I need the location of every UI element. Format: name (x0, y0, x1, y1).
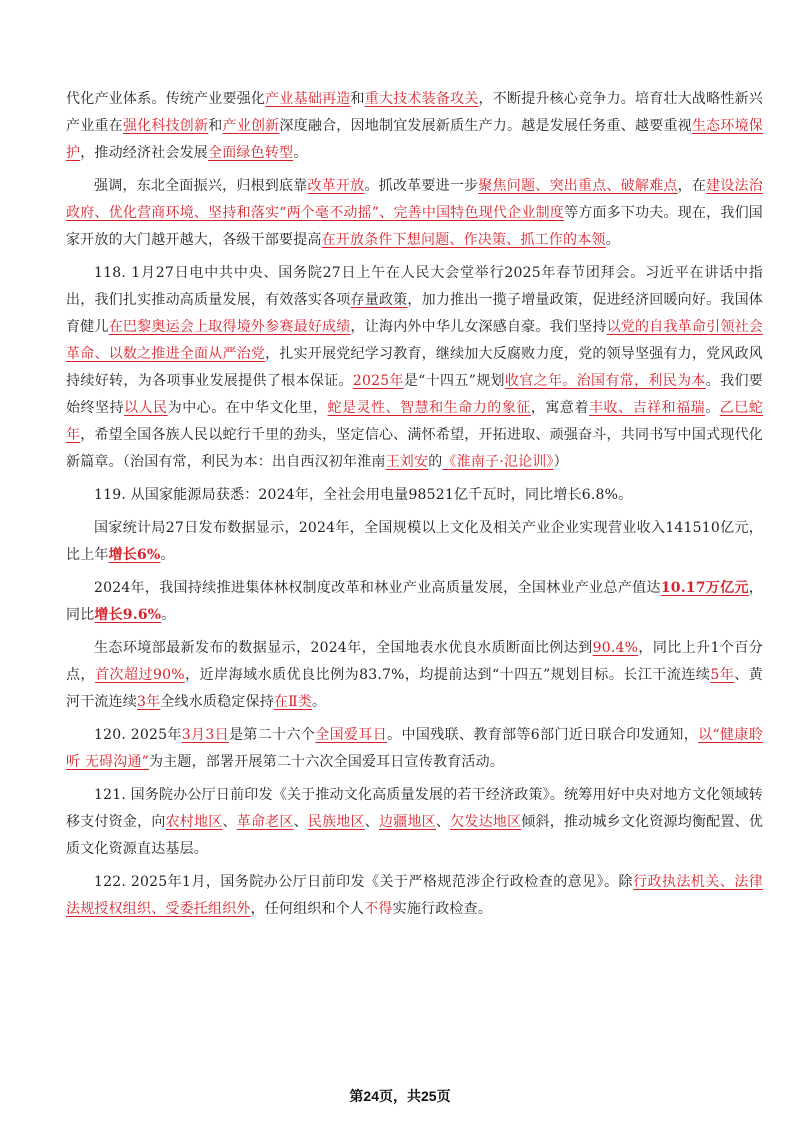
text-run: 118. 1月27日电中共中央、国务院27日上午在人民大会堂举行2025年春节团拜会。习近平在讲话中指出，我们扎实推动高质量发展，有效落实各项 (66, 265, 763, 308)
highlighted-text: 以党的自我革命引领社会革命、以数之 (66, 319, 764, 362)
text-run: ，近岸海域水质优良比例为83.7%，均提前达到“十四五”规划目标。长江干流连续 (184, 667, 711, 683)
highlighted-text: 收官之年。治国有常，利民为本 (504, 373, 706, 389)
highlighted-text: 产业基础再造 (265, 91, 351, 107)
text-run: 。 (293, 145, 308, 161)
highlighted-text: 农村地区 (165, 814, 223, 830)
page-number-footer: 第24页，共25页 (349, 1088, 451, 1104)
highlighted-text: 在开放条件下想问题、作决策、抓工作的本领 (321, 232, 606, 248)
text-run: 等方面多下功夫。现在，我们国家开放的大门越开越大，各级干部要提高 (66, 205, 763, 248)
text-run: ，同比上升1个百分点， (66, 640, 763, 683)
text-run: 。 (605, 232, 620, 248)
text-run: 是“十四五”规划 (403, 373, 505, 389)
paragraph (66, 575, 763, 629)
highlighted-text: 乙巳蛇年 (66, 400, 763, 443)
highlighted-text: 全国爱耳日 (315, 727, 388, 743)
paragraph (66, 869, 763, 923)
paragraph (66, 635, 763, 716)
text-run: 、 (222, 814, 237, 830)
text-run: 为中心。在中华文化里， (167, 400, 328, 416)
highlighted-text: 王刘安 (385, 454, 429, 470)
highlighted-text: 《淮南子·氾论训》 (442, 454, 554, 470)
highlighted-text: 推进全面从严治党 (151, 346, 266, 362)
highlighted-text: 2025年 (352, 373, 404, 389)
highlighted-text: 在Ⅱ类 (273, 694, 313, 710)
highlighted-text: 存量政策 (350, 292, 408, 308)
highlighted-text: 革命老区 (236, 814, 294, 830)
text-run: 倾斜，推动城乡文化资源均衡配置、优质文化资源直达基层。 (66, 814, 764, 857)
highlighted-text: 产业创新 (222, 118, 280, 134)
highlighted-text: 丰收、吉祥和福瑞 (588, 400, 706, 416)
text-run: 。我们要始终坚持 (66, 373, 763, 416)
text-run: ，在 (677, 178, 707, 194)
highlighted-text: 5年 (710, 667, 735, 683)
highlighted-text: 在巴黎奥运会上取得境外参赛最好成绩 (108, 319, 351, 335)
text-run: 全线水质稳定保持 (160, 694, 274, 710)
text-run: ，推动经济社会发展 (80, 145, 209, 161)
highlighted-text: 全面绿色转型 (208, 145, 294, 161)
highlighted-text: 首次超过90% (95, 667, 185, 683)
text-run: 、 (435, 814, 451, 830)
text-run: 。 (161, 607, 176, 623)
highlighted-text: 10.17万亿元 (660, 580, 749, 596)
text-run: 119. 从国家能源局获悉：2024年，全社会用电量98521亿千瓦时，同比增长6.8%。 (94, 487, 633, 503)
highlighted-text: 建设法治政府、优化营商环境、坚持和落实“两个毫不动摇”、完善中国特色现代企业制度 (66, 178, 763, 221)
paragraph (66, 260, 763, 476)
text-run: ，希望全国各族人民以蛇行千里的劲头，坚定信心、满怀希望，开拓进取、顽强奋斗，共同书写中国式现代化新篇章。（治国有常，利民为本：出自西汉初年淮南 (66, 427, 763, 470)
text-run: ，扎实开展党纪学习教育，继续加大反腐败力度，党的领导坚强有力，党风政风持续好转，为各项事业发展提供了根本保证。 (66, 346, 764, 389)
text-run: ，加力推出一揽子增量政策，促进经济回暖向好。我国体育健儿 (66, 292, 763, 335)
highlighted-text: 蛇是灵性、智慧和生命力的象征 (327, 400, 531, 416)
text-run: 121. 国务院办公厅日前印发《关于推动文化高质量发展的若干经济政策》。统筹用好中央对地方文化领域转移支付资金，向 (66, 787, 763, 830)
text-run: 。抓改革要进一步 (364, 178, 479, 194)
text-run: 。 (312, 694, 327, 710)
highlighted-text: 3年 (137, 694, 161, 710)
text-run: 。 (705, 400, 720, 416)
highlighted-text: 增长6% (108, 547, 161, 563)
highlighted-text: 增长9.6% (94, 607, 162, 623)
text-run: 122. 2025年1月，国务院办公厅日前印发《关于严格规范涉企行政检查的意见》。除 (94, 874, 634, 890)
text-run: ，让海内外中华儿女深感自豪。我们坚持 (350, 319, 607, 335)
paragraph (66, 173, 763, 254)
text-run: 。 (160, 547, 175, 563)
text-run: 、 (293, 814, 308, 830)
text-run: ，任何组织和个人 (250, 901, 365, 917)
paragraph (66, 782, 763, 863)
text-run: 。中国残联、教育部等6部门近日联合印发通知， (387, 727, 699, 743)
highlighted-text: 生态环境保护 (66, 118, 764, 161)
text-run: ，同比 (66, 580, 763, 623)
text-run: 是第二十六个 (229, 727, 316, 743)
highlighted-text: 强化科技创新 (122, 118, 209, 134)
text-run: 强调，东北全面振兴，归根到底靠 (94, 178, 308, 194)
highlighted-text: 3月3日 (181, 727, 230, 743)
text-run: 的 (428, 454, 443, 470)
paragraph (66, 482, 763, 509)
text-run: ，不断提升核心竞争力。培育壮大战略性新兴产业重在 (66, 91, 764, 134)
highlighted-text: 重大技术装备攻关 (364, 91, 479, 107)
highlighted-text: 90.4% (592, 640, 639, 656)
highlighted-text: 欠发达地区 (450, 814, 522, 830)
document-body (66, 86, 763, 929)
paragraph (66, 86, 763, 167)
highlighted-text: 以“健康聆听 无碍沟通” (66, 727, 763, 770)
text-run: 和 (208, 118, 223, 134)
text-run: 实施行政检查。 (392, 901, 493, 917)
highlighted-text: 不得 (364, 901, 393, 917)
text-run: 2024年，我国持续推进集体林权制度改革和林业产业高质量发展，全国林业产业总产值达 (94, 580, 661, 596)
text-run: 、 (364, 814, 379, 830)
text-run: 代化产业体系。传统产业要强化 (66, 91, 266, 107)
text-run: 生态环境部最新发布的数据显示，2024年，全国地表水优良水质断面比例达到 (94, 640, 593, 656)
paragraph (66, 515, 763, 569)
paragraph (66, 722, 763, 776)
text-run: 和 (350, 91, 365, 107)
text-run: 、黄河干流连续 (66, 667, 763, 710)
text-run: 深度融合，因地制宜发展新质生产力。越是发展任务重、越要重视 (279, 118, 692, 134)
highlighted-text: 改革开放 (307, 178, 365, 194)
text-run: 国家统计局27日发布数据显示，2024年，全国规模以上文化及相关产业企业实现营业收入141510亿元，比上年 (66, 520, 763, 563)
text-run: 为主题，部署开展第二十六次全国爱耳日宣传教育活动。 (149, 754, 505, 770)
text-run: ，寓意着 (530, 400, 589, 416)
highlighted-text: 民族地区 (307, 814, 365, 830)
highlighted-text: 行政执法机关、法律法规授权组织、受委托组织外 (66, 874, 763, 917)
highlighted-text: 边疆地区 (379, 814, 436, 830)
highlighted-text: 聚焦问题、突出重点、破解难点 (478, 178, 678, 194)
highlighted-text: 以人民 (124, 400, 168, 416)
text-run: 120. 2025年 (94, 727, 182, 743)
text-run: ） (553, 454, 568, 470)
